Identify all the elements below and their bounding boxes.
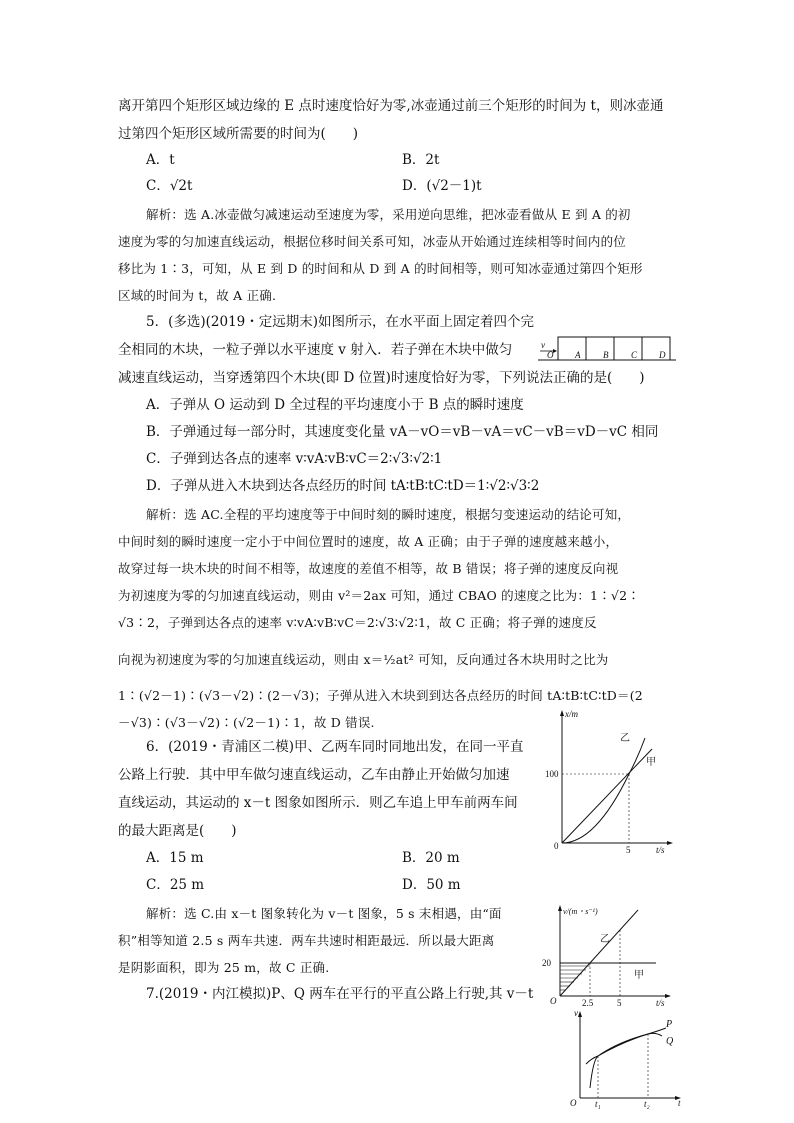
q5-solution-line3: 故穿过每一块木块的时间不相等，故速度的差值不相等，故 B 错误；将子弹的速度反向视 [118,561,619,576]
q6-option-a: A．15 m [146,850,204,866]
q4-solution-line1: 解析：选 A.冰壶做匀减速运动至速度为零，采用逆向思维，把冰壶看做从 E 到 A 的初 [146,207,631,222]
q5-solution-line7: 1∶(√2－1)∶(√3－√2)∶(2－√3)；子弹从进入木块到到达各点经历的时间 tA∶tB∶tC∶tD＝(2 [118,688,643,703]
x-axis-label: t [678,1098,681,1108]
q5-solution-line4: 为初速度为零的匀加速直线运动，则由 v²＝2ax 可知，通过 CBAO 的速度之比为：1∶√2∶ [118,588,640,603]
q6-option-c: C．25 m [146,877,205,893]
yi-label: 乙 [600,934,610,945]
q5-option-b: B．子弹通过每一部分时，其速度变化量 vA－vO＝vB－vA＝vC－vB＝vD－vC 相同 [146,424,659,440]
q6-solution-line2: 积”相等知道 2.5 s 两车共速．两车共速时相距最远．所以最大距离 [118,933,495,948]
jia-label: 甲 [646,757,656,768]
y-axis-arrow [578,1011,582,1017]
q5-blocks-figure [538,330,678,366]
x-tick-2-5: 2.5 [582,998,594,1008]
q5-option-a: A．子弹从 O 运动到 D 全过程的平均速度小于 B 点的瞬时速度 [146,397,524,413]
q5-stem-line3: 减速直线运动，当穿透第四个木块(即 D 位置)时速度恰好为零，下列说法正确的是( ) [118,370,645,386]
x-axis-arrow [665,994,671,998]
block-2 [586,337,614,360]
q4-option-d: D．(√2－1)t [402,178,482,194]
q7-stem-line1: 7.(2019・内江模拟)P、Q 两车在平行的平直公路上行驶,其 v－t [146,986,534,1002]
jia-label: 甲 [634,970,644,981]
q4-stem-line2: 过第四个矩形区域所需要的时间为( ) [118,126,359,142]
q4-option-b: B．2t [402,152,440,168]
block-3 [614,337,642,360]
q4-solution-line2: 速度为零的匀加速直线运动，根据位移时间关系可知，冰壶从开始通过连续相等时间内的位 [118,234,627,249]
q6-stem-line4: 的最大距离是( ) [118,823,237,839]
x-axis-arrow [667,841,673,845]
q6-solution-line1: 解析：选 C.由 x－t 图象转化为 v－t 图象，5 s 末相遇，由“面 [146,906,502,921]
q5-solution-line2: 中间时刻的瞬时速度一定小于中间位置时的速度，故 A 正确；由于子弹的速度越来越小， [118,534,619,549]
q5-stem-line1: 5．(多选)(2019・定远期末)如图所示，在水平面上固定着四个完 [146,314,535,330]
q6-option-b: B．20 m [402,850,460,866]
p-label: P [666,1019,673,1030]
point-b-label: B [603,350,609,360]
q4-solution-line4: 区域的时间为 t，故 A 正确. [118,288,277,303]
q5-option-c: C．子弹到达各点的速率 v∶vA∶vB∶vC＝2∶√3∶√2∶1 [146,451,443,467]
t2-label: t₂ [644,1099,650,1109]
velocity-label: v [541,340,545,350]
y-axis-label: v/(m・s⁻¹) [563,907,598,916]
point-o-label: O [547,350,554,360]
q4-option-a: A．t [146,152,175,168]
t1-label: t₁ [595,1099,601,1109]
origin-label: 0 [554,841,559,851]
q6-stem-line3: 直线运动，其运动的 x－t 图象如图所示．则乙车追上甲车前两车间 [118,795,518,811]
q4-solution-line3: 移比为 1∶3，可知，从 E 到 D 的时间和从 D 到 A 的时间相等，则可知冰壶通过第四个矩形 [118,261,643,276]
q5-stem-line2: 全相同的木块，一粒子弹以水平速度 v 射入．若子弹在木块中做匀 [118,342,513,358]
shaded-area [560,966,590,990]
y-tick-20: 20 [542,958,551,968]
block-4 [642,337,670,360]
q4-stem-line1: 离开第四个矩形区域边缘的 E 点时速度恰好为零,冰壶通过前三个矩形的时间为 t，则冰壶通 [118,98,664,114]
y-axis-arrow [560,710,564,716]
jia-line [562,749,652,843]
yi-curve [562,738,645,843]
q6-xt-graph [545,703,680,855]
q5-solution-line6: 向视为初速度为零的匀加速直线运动，则由 x＝½at² 可知，反向通过各木块用时之比为 [118,652,609,667]
yi-line [560,910,638,996]
x-tick-5: 5 [626,845,631,855]
x-tick-5: 5 [617,998,622,1008]
point-c-label: C [631,350,638,360]
q-curve [586,1033,662,1064]
origin-label: O [570,1098,577,1108]
y-axis-label: x/m [565,709,578,719]
q5-solution-line1: 解析：选 AC.全程的平均速度等于中间时刻的瞬时速度，根据匀变速运动的结论可知， [146,507,631,522]
q5-solution-line8: －√3)∶(√3－√2)∶(√2－1)∶1，故 D 错误. [118,715,375,730]
y-axis-label: v [574,1008,578,1018]
y-axis-arrow [558,905,562,911]
velocity-arrowhead [553,349,557,353]
q5-option-d: D．子弹从进入木块到达各点经历的时间 tA∶tB∶tC∶tD＝1∶√2∶√3∶2 [146,478,540,494]
yi-label: 乙 [620,733,630,744]
x-axis-label: t/s [656,998,665,1008]
q7-vt-graph [558,1006,690,1108]
q6-option-d: D．50 m [402,877,461,893]
q6-solution-line3: 是阴影面积，即为 25 m，故 C 正确. [118,960,330,975]
point-a-label: A [575,350,581,360]
q-label: Q [666,1036,674,1047]
origin-label: O [550,996,557,1006]
q5-solution-line5: √3∶2，子弹到达各点的速率 v∶vA∶vB∶vC＝2∶√3∶√2∶1，故 C 正确；将子弹的速度反 [118,615,597,630]
y-tick-100: 100 [545,769,559,779]
block-1 [558,337,586,360]
point-d-label: D [659,350,666,360]
q6-stem-line1: 6．(2019・青浦区二模)甲、乙两车同时同地出发，在同一平直 [146,739,524,755]
p-curve [590,1028,666,1088]
x-axis-label: t/s [656,845,665,855]
q4-option-c: C．√2t [146,178,193,194]
q6-vt-graph [538,898,678,1006]
q6-stem-line2: 公路上行驶．其中甲车做匀速直线运动，乙车由静止开始做匀加速 [118,767,510,783]
